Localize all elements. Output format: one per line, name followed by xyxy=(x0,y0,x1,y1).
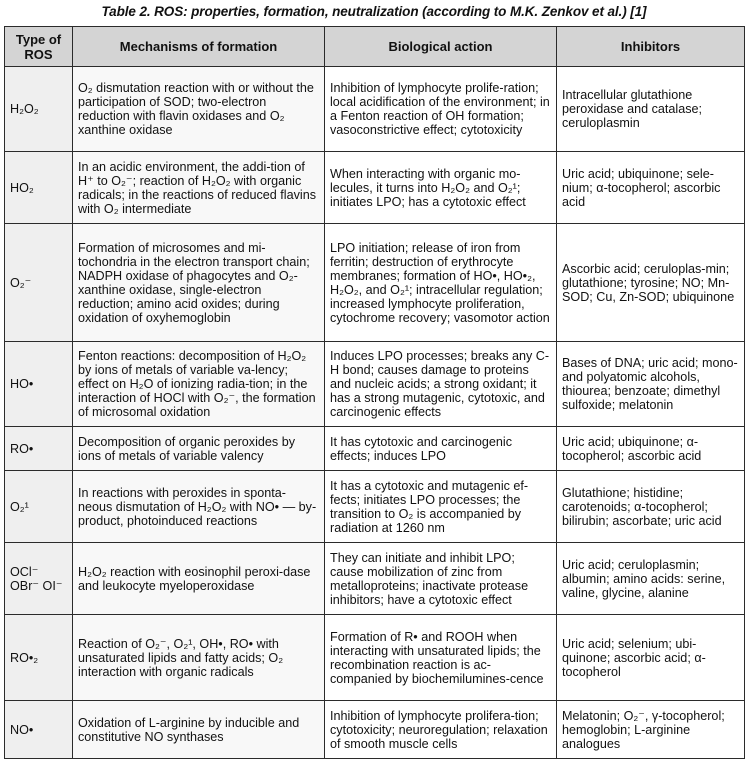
biological-action-cell: It has a cytotoxic and mutagenic ef-fects; initiates LPO processes; the transition to O₂ is accompanied by radiation at 1260 nm xyxy=(325,471,557,543)
mechanism-cell: Fenton reactions: decomposition of H₂O₂ by ions of metals of variable va-lency; effect on H₂O of ionizing radia-tion; in the interaction of HOCl with O₂⁻, the formation of microsomal oxidation xyxy=(73,342,325,427)
mechanism-cell: In an acidic environment, the addi-tion of H⁺ to O₂⁻; reaction of H₂O₂ with organic radicals; in the reactions of reduced flavins with O₂ intermediate xyxy=(73,152,325,224)
inhibitors-cell: Uric acid; ubiquinone; α-tocopherol; ascorbic acid xyxy=(557,427,745,471)
table-header-row xyxy=(5,27,745,67)
mechanism-cell: In reactions with peroxides in sponta-neous dismutation of H₂O₂ with NO• — by-product, photoinduced reactions xyxy=(73,471,325,543)
table-row xyxy=(5,543,745,615)
header-inhibitors: Inhibitors xyxy=(557,27,745,67)
ros-type-cell: HO₂ xyxy=(5,152,73,224)
biological-action-cell: They can initiate and inhibit LPO; cause mobilization of zinc from metalloproteins; inactivate protease inhibitors; have a cytotoxic effect xyxy=(325,543,557,615)
ros-table xyxy=(4,26,745,759)
biological-action-cell: LPO initiation; release of iron from ferritin; destruction of erythrocyte membranes; formation of HO•, HO•₂, H₂O₂, and O₂¹; intracellular regulation; increased lymphocyte proliferation, cytochrome recovery; vasomotor action xyxy=(325,224,557,342)
inhibitors-cell: Glutathione; histidine; carotenoids; α-tocopherol; bilirubin; ascorbate; uric acid xyxy=(557,471,745,543)
ros-type-cell: O₂¹ xyxy=(5,471,73,543)
ros-type-cell: OCl⁻ OBr⁻ OI⁻ xyxy=(5,543,73,615)
table-row xyxy=(5,152,745,224)
biological-action-cell: Inhibition of lymphocyte prolife-ration; local acidification of the environment; in a Fenton reaction of OH formation; vasoconstrictive effect; cytotoxicity xyxy=(325,67,557,152)
header-type: Type of ROS xyxy=(5,27,73,67)
table-row xyxy=(5,342,745,427)
mechanism-cell: Decomposition of organic peroxides by ions of metals of variable valency xyxy=(73,427,325,471)
biological-action-cell: It has cytotoxic and carcinogenic effects; induces LPO xyxy=(325,427,557,471)
mechanism-cell: Oxidation of L-arginine by inducible and constitutive NO synthases xyxy=(73,701,325,759)
ros-type-cell: RO•₂ xyxy=(5,615,73,701)
ros-type-cell: H₂O₂ xyxy=(5,67,73,152)
table-row xyxy=(5,224,745,342)
biological-action-cell: Induces LPO processes; breaks any C-H bond; causes damage to proteins and nucleic acids; a strong oxidant; it has a strong mutagenic, cytotoxic, and carcinogenic effects xyxy=(325,342,557,427)
biological-action-cell: When interacting with organic mo-lecules, it turns into H₂O₂ and O₂¹; initiates LPO; has a cytotoxic effect xyxy=(325,152,557,224)
table-row xyxy=(5,67,745,152)
ros-type-cell: NO• xyxy=(5,701,73,759)
inhibitors-cell: Uric acid; ceruloplasmin; albumin; amino acids: serine, valine, glycine, alanine xyxy=(557,543,745,615)
table-row xyxy=(5,471,745,543)
inhibitors-cell: Uric acid; ubiquinone; sele-nium; α-tocopherol; ascorbic acid xyxy=(557,152,745,224)
ros-type-cell: O₂⁻ xyxy=(5,224,73,342)
inhibitors-cell: Intracellular glutathione peroxidase and catalase; ceruloplasmin xyxy=(557,67,745,152)
table-caption: Table 2. ROS: properties, formation, neutralization (according to M.K. Zenkov et al.) [1] xyxy=(101,4,647,19)
header-mechanisms: Mechanisms of formation xyxy=(73,27,325,67)
mechanism-cell: Formation of microsomes and mi-tochondria in the electron transport chain; NADPH oxidase of phagocytes and O₂-xanthine oxidase, single-electron reduction; amino acid oxides; during oxidation of oxyhemoglobin xyxy=(73,224,325,342)
mechanism-cell: H₂O₂ reaction with eosinophil peroxi-dase and leukocyte myeloperoxidase xyxy=(73,543,325,615)
biological-action-cell: Formation of R• and ROOH when interacting with unsaturated lipids; the recombination reaction is ac-companied by biochemilumines-cence xyxy=(325,615,557,701)
inhibitors-cell: Melatonin; O₂⁻, γ-tocopherol; hemoglobin; L-arginine analogues xyxy=(557,701,745,759)
mechanism-cell: O₂ dismutation reaction with or without the participation of SOD; two-electron reduction with flavin oxidases and O₂ xanthine oxidase xyxy=(73,67,325,152)
mechanism-cell: Reaction of O₂⁻, O₂¹, OH•, RO• with unsaturated lipids and fatty acids; O₂ interaction with organic radicals xyxy=(73,615,325,701)
biological-action-cell: Inhibition of lymphocyte prolifera-tion; cytotoxicity; neuroregulation; relaxation of smooth muscle cells xyxy=(325,701,557,759)
header-biological-action: Biological action xyxy=(325,27,557,67)
inhibitors-cell: Ascorbic acid; ceruloplas-min; glutathione; tyrosine; NO; Mn-SOD; Cu, Zn-SOD; ubiquinone xyxy=(557,224,745,342)
table-row xyxy=(5,701,745,759)
ros-type-cell: RO• xyxy=(5,427,73,471)
table-row xyxy=(5,615,745,701)
table-row xyxy=(5,427,745,471)
inhibitors-cell: Bases of DNA; uric acid; mono- and polyatomic alcohols, thiourea; benzoate; dimethyl sulfoxide; melatonin xyxy=(557,342,745,427)
ros-type-cell: HO• xyxy=(5,342,73,427)
inhibitors-cell: Uric acid; selenium; ubi-quinone; ascorbic acid; α-tocopherol xyxy=(557,615,745,701)
